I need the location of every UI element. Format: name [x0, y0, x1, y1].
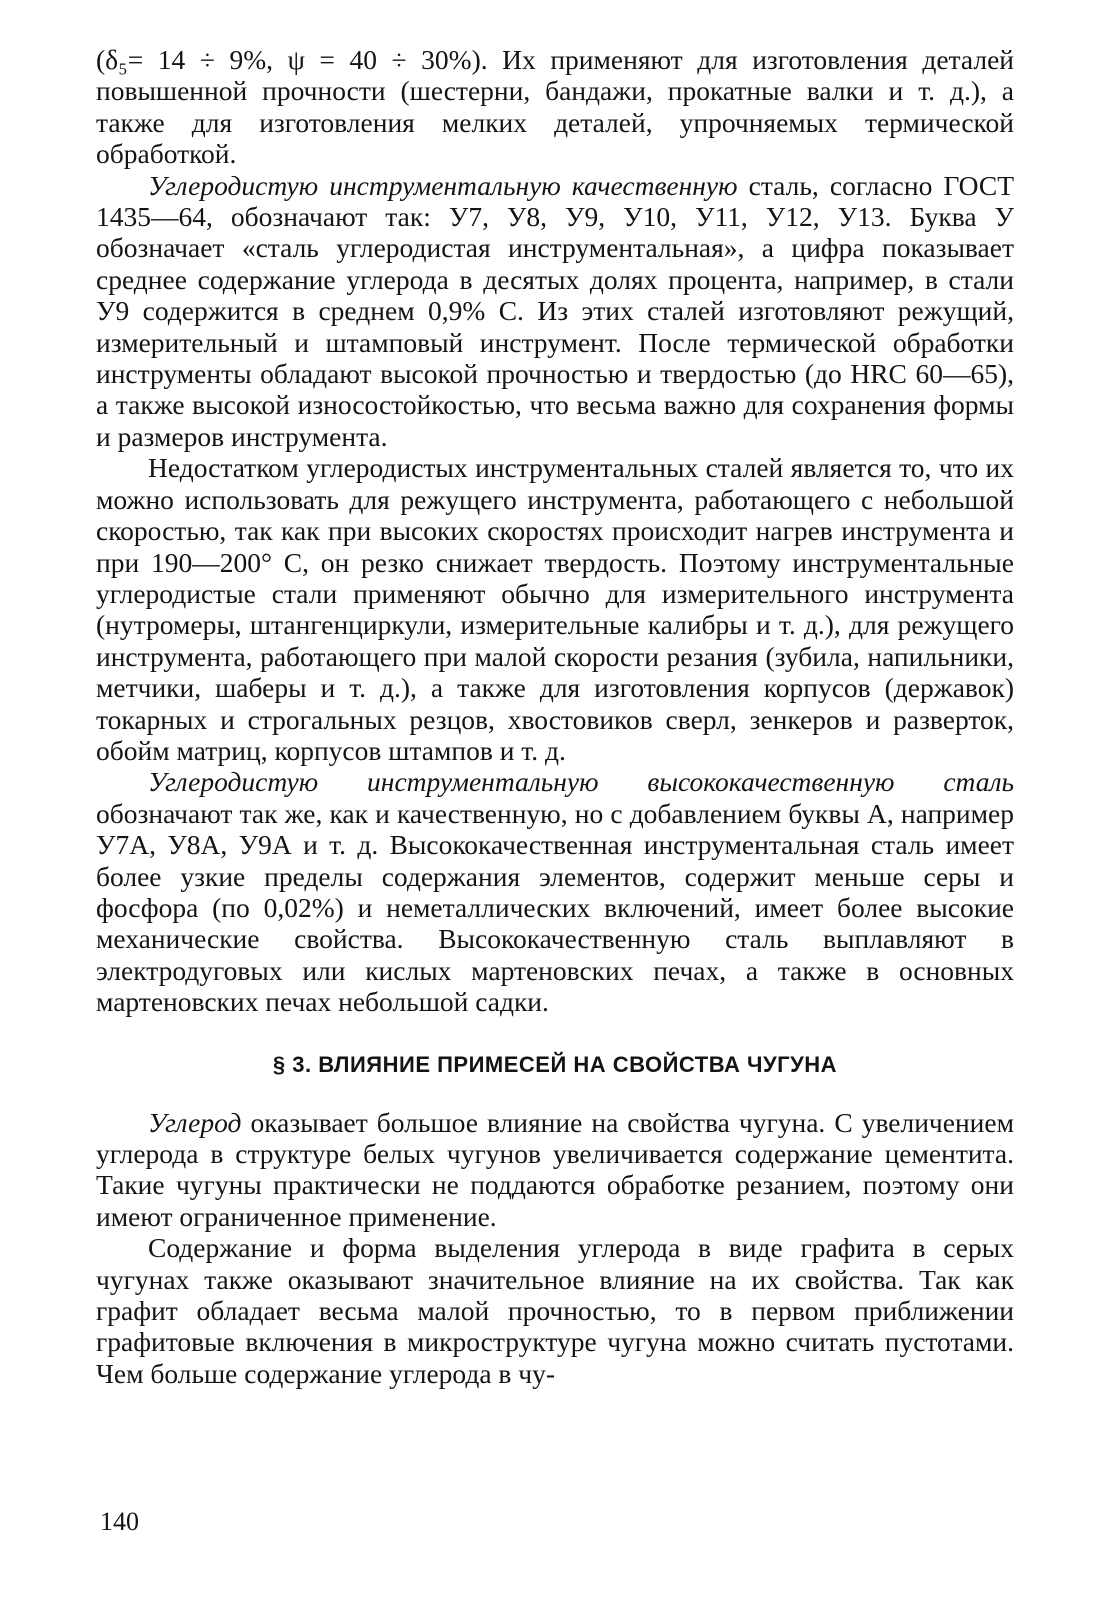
section-heading: § 3. ВЛИЯНИЕ ПРИМЕСЕЙ НА СВОЙСТВА ЧУГУНА	[272, 1051, 838, 1077]
paragraph-text: обозначают так же, как и качественную, но с добавлением буквы А, например У7А, У8А, У9А и т. д. Высококачественная инструментальная сталь имеет более узкие пределы содержания элементов, содержит меньше серы и фосфора (по 0,02%) и неметаллических включений, имеет более высокие механические свойства. Высококачественную сталь выплавляют в электродуговых или кислых мартеновских печах, а также в основных мартеновских печах небольшой садки.	[96, 797, 1014, 1018]
paragraph-continued	[96, 44, 1014, 170]
paragraph-italic-lead: Углеродистую инструментальную качественную	[148, 169, 738, 201]
paragraph-text: (δ₅= 14 ÷ 9%, ψ = 40 ÷ 30%). Их применяют для изготовления деталей повышенной прочности (шестерни, бандажи, прокатные валки и т. д.), а также для изготовления мелких деталей, упрочняемых термической обработкой.	[96, 44, 1014, 170]
paragraph-text: сталь, согласно ГОСТ 1435—64, обозначают так: У7, У8, У9, У10, У11, У12, У13. Буква У обозначает «сталь углеродистая инструментальная», а цифра показывает среднее содержание углерода в десятых долях процента, например, в стали У9 содержится в среднем 0,9% С. Из этих сталей изготовляют режущий, измерительный и штамповый инструмент. После термической обработки инструменты обладают высокой прочностью и твердостью (до HRC 60—65), а также высокой износостойкостью, что весьма важно для сохранения формы и размеров инструмента.	[96, 169, 1014, 452]
paragraph-quality-tool-steel	[96, 170, 1014, 453]
paragraph-italic-lead: Углерод	[148, 1106, 242, 1138]
paragraph-tool-steel-drawback	[96, 452, 1014, 766]
paragraph-text: Недостатком углеродистых инструментальных сталей является то, что их можно использовать для режущего инструмента, работающего с небольшой скоростью, так как при высоких скоростях происходит нагрев инструмента и при 190—200° С, он резко снижает твердость. Поэтому инструментальные углеродистые стали применяют обычно для измерительного инструмента (нутромеры, штангенциркули, измерительные калибры и т. д.), для режущего инструмента, работающего при малой скорости резания (зубила, напильники, метчики, шаберы и т. д.), а также для изготовления корпусов (державок) токарных и строгальных резцов, хвостовиков сверл, зенкеров и разверток, обойм матриц, корпусов штампов и т. д.	[96, 452, 1014, 766]
paragraph-graphite-content	[96, 1232, 1014, 1389]
page-number: 140	[100, 1507, 139, 1536]
paragraph-text: оказывает большое влияние на свойства чугуна. С увеличением углерода в структуре белых чугунов увеличивается содержание цементита. Такие чугуны практически не поддаются обработке резанием, поэтому они имеют ограниченное применение.	[96, 1106, 1014, 1232]
paragraph-italic-lead: Углеродистую инструментальную высококачественную сталь	[148, 766, 1014, 798]
paragraph-high-quality-tool-steel	[96, 766, 1014, 1017]
paragraph-carbon-influence	[96, 1107, 1014, 1233]
paragraph-text: Содержание и форма выделения углерода в виде графита в серых чугунах также оказывают значительное влияние на их свойства. Так как графит обладает весьма малой прочностью, то в первом приближении графитовые включения в микроструктуре чугуна можно считать пустотами. Чем больше содержание углерода в чу-	[96, 1232, 1014, 1389]
page-body	[96, 44, 1014, 1389]
